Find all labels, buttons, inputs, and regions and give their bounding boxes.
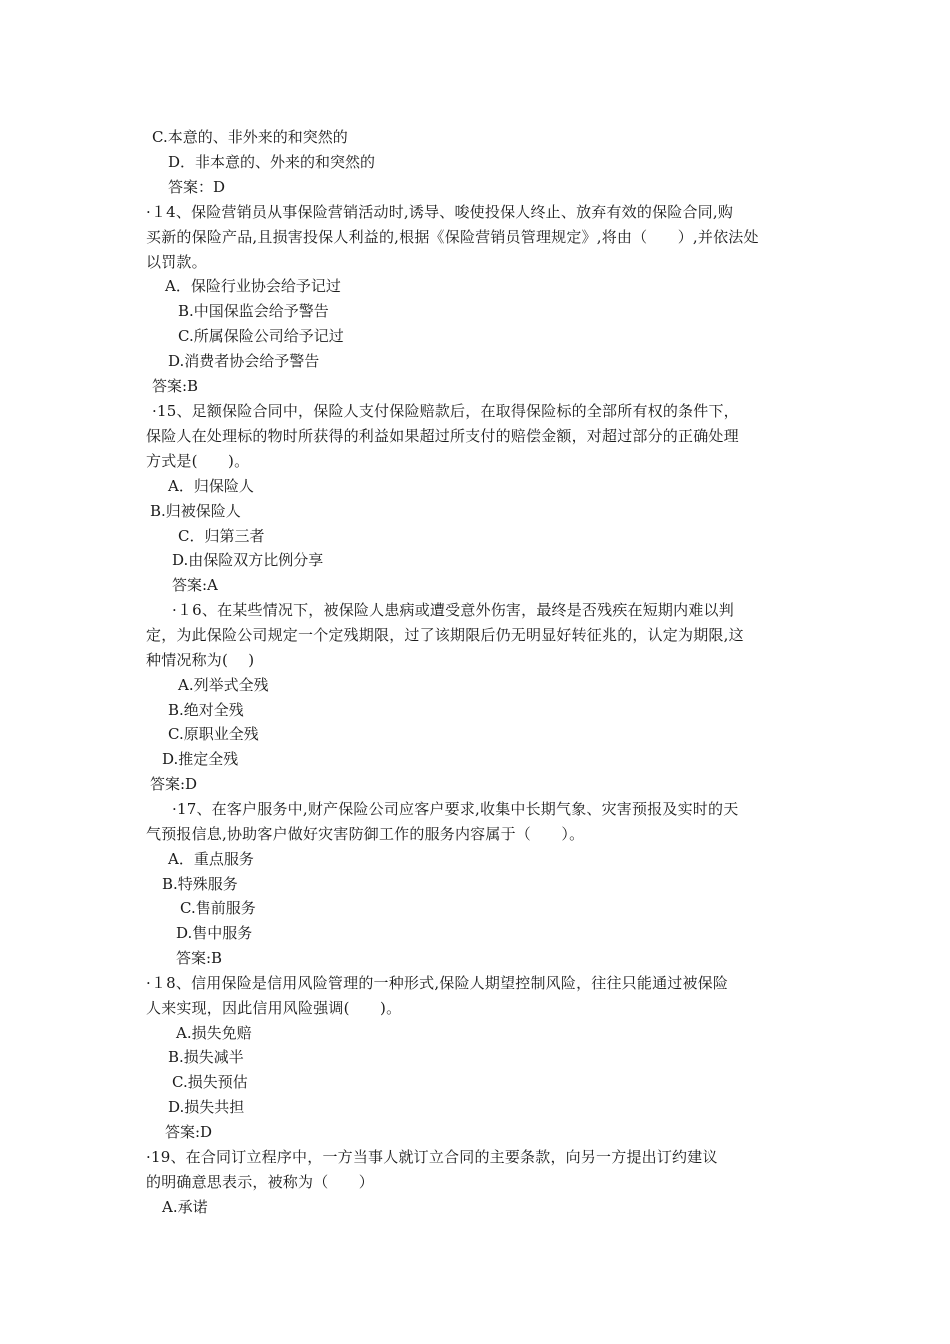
q19-stem-line2: 的明确意思表示，被称为（ ） bbox=[146, 1173, 375, 1191]
q19-stem-line1: ·19、在合同订立程序中，一方当事人就订立合同的主要条款，向另一方提出订约建议 bbox=[146, 1148, 718, 1166]
q18-option-c: C.损失预估 bbox=[172, 1073, 248, 1091]
q15-option-d: D.由保险双方比例分享 bbox=[172, 551, 324, 569]
q15-answer: 答案:A bbox=[172, 576, 218, 594]
q18-stem-line1: ·１8、信用保险是信用风险管理的一种形式,保险人期望控制风险，往往只能通过被保险 bbox=[146, 974, 729, 992]
q13-answer: 答案：D bbox=[168, 178, 226, 196]
q14-option-a: A．保险行业协会给予记过 bbox=[165, 277, 341, 295]
q18-option-a: A.损失免赔 bbox=[176, 1024, 252, 1042]
q15-stem-line1: ·15、足额保险合同中，保险人支付保险赔款后，在取得保险标的全部所有权的条件下， bbox=[152, 402, 739, 420]
q16-stem-line2: 定，为此保险公司规定一个定残期限，过了该期限后仍无明显好转征兆的，认定为期限,这 bbox=[146, 626, 744, 644]
q14-option-c: C.所属保险公司给予记过 bbox=[178, 327, 344, 345]
q14-stem-line1: ·１4、保险营销员从事保险营销活动时,诱导、唆使投保人终止、放弃有效的保险合同,购 bbox=[146, 203, 734, 221]
q15-option-a: A．归保险人 bbox=[168, 477, 254, 495]
q19-option-a: A.承诺 bbox=[162, 1198, 208, 1216]
q13-option-d: D．非本意的、外来的和突然的 bbox=[168, 153, 376, 171]
q17-stem-line2: 气预报信息,协助客户做好灾害防御工作的服务内容属于（ ）。 bbox=[146, 825, 585, 843]
q14-stem-line3: 以罚款。 bbox=[146, 253, 207, 271]
q15-stem-line3: 方式是( )。 bbox=[146, 452, 250, 470]
q17-option-c: C.售前服务 bbox=[180, 899, 256, 917]
q18-answer: 答案:D bbox=[165, 1123, 213, 1141]
q13-option-c: C.本意的、非外来的和突然的 bbox=[152, 128, 348, 146]
q17-answer: 答案:B bbox=[176, 949, 223, 967]
q16-option-c: C.原职业全残 bbox=[168, 725, 259, 743]
q17-option-d: D.售中服务 bbox=[176, 924, 253, 942]
q15-option-b: B.归被保险人 bbox=[150, 502, 241, 520]
q15-option-c: C．归第三者 bbox=[178, 527, 265, 545]
q18-option-b: B.损失减半 bbox=[168, 1048, 244, 1066]
q18-stem-line2: 人来实现，因此信用风险强调( )。 bbox=[146, 999, 402, 1017]
q14-option-d: D.消费者协会给予警告 bbox=[168, 352, 320, 370]
q17-option-a: A．重点服务 bbox=[168, 850, 254, 868]
q18-option-d: D.损失共担 bbox=[168, 1098, 245, 1116]
q17-stem-line1: ·17、在客户服务中,财产保险公司应客户要求,收集中长期气象、灾害预报及实时的天 bbox=[172, 800, 739, 818]
q16-stem-line3: 种情况称为( ) bbox=[146, 651, 255, 669]
q16-option-d: D.推定全残 bbox=[162, 750, 239, 768]
q17-option-b: B.特殊服务 bbox=[162, 875, 238, 893]
q16-answer: 答案:D bbox=[150, 775, 198, 793]
q15-stem-line2: 保险人在处理标的物时所获得的利益如果超过所支付的赔偿金额，对超过部分的正确处理 bbox=[146, 427, 739, 445]
q14-option-b: B.中国保监会给予警告 bbox=[178, 302, 329, 320]
q16-option-b: B.绝对全残 bbox=[168, 701, 244, 719]
q14-stem-line2: 买新的保险产品,且损害投保人利益的,根据《保险营销员管理规定》,将由（ ）,并依法处 bbox=[146, 228, 759, 246]
q14-answer: 答案:B bbox=[152, 377, 199, 395]
q16-option-a: A.列举式全残 bbox=[178, 676, 269, 694]
q16-stem-line1: ·１6、在某些情况下，被保险人患病或遭受意外伤害，最终是否残疾在短期内难以判 bbox=[172, 601, 734, 619]
